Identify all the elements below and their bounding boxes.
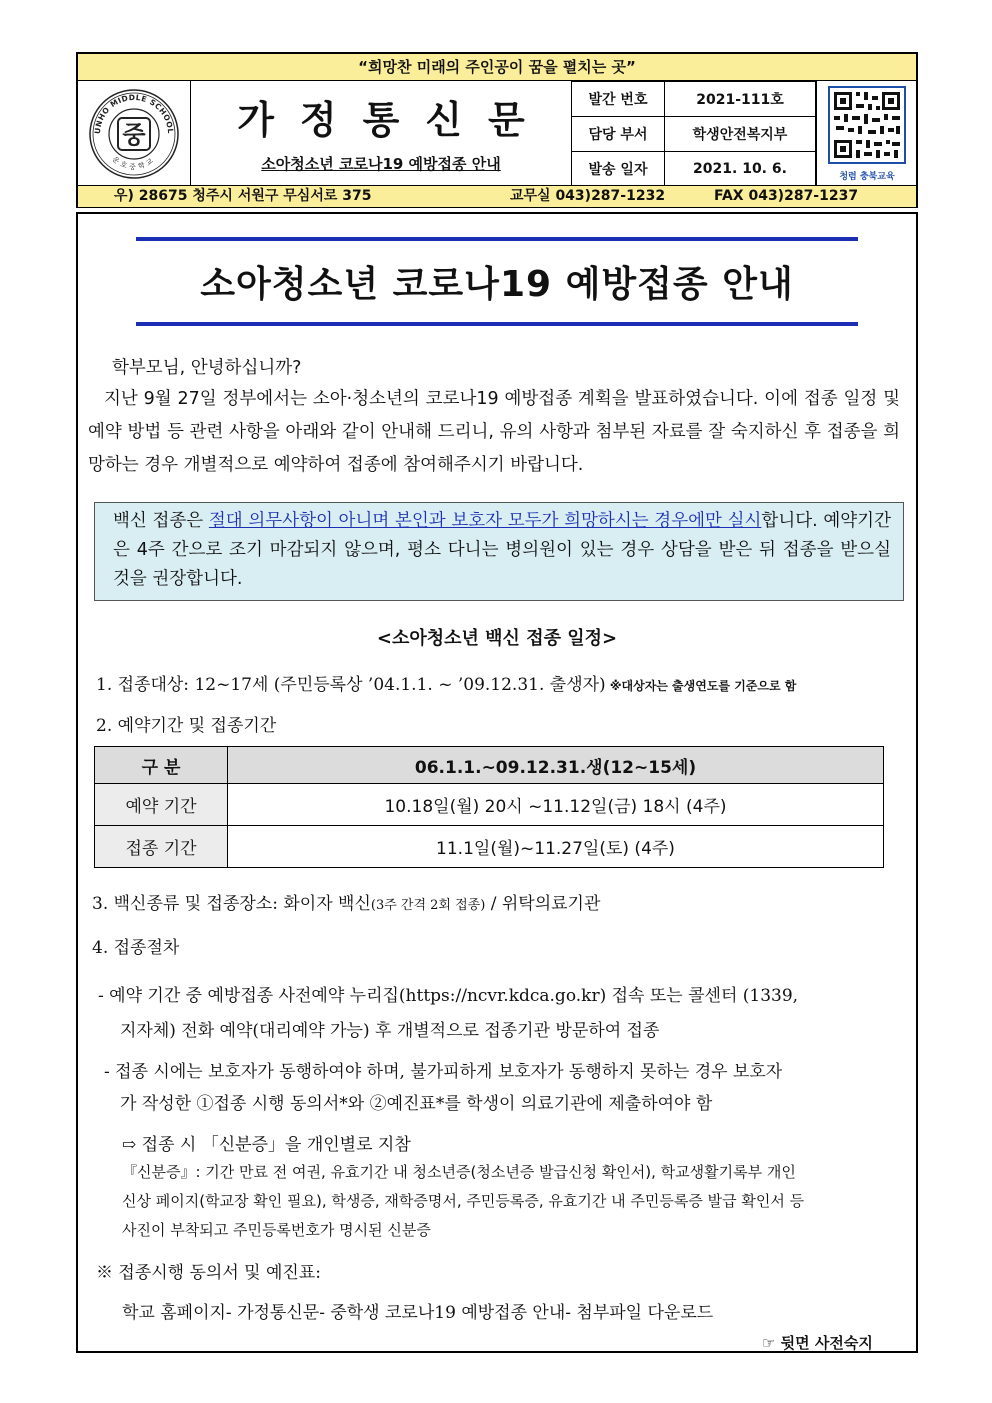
newsletter-subtitle: 소아청소년 코로나19 예방접종 안내 [261, 155, 501, 173]
schedule-table [94, 746, 884, 868]
info-value: 2021. 10. 6. [665, 152, 816, 187]
office-phone: 교무실 043)287-1232 [510, 188, 666, 204]
office-fax: FAX 043)287-1237 [714, 188, 859, 204]
info-row-department [572, 117, 816, 152]
info-label: 담당 부서 [572, 117, 665, 152]
logo-bottom-text: 운호중학교 [110, 155, 158, 171]
issue-info-table [571, 81, 816, 187]
id-heading: ⇨ 접종 시 「신분증」을 개인별로 지참 [122, 1135, 411, 1155]
school-logo [78, 81, 190, 185]
newsletter-title-cell [191, 81, 572, 185]
item-vaccine-place: / 위탁의료기관 [485, 894, 601, 914]
notice-box [94, 502, 904, 601]
document-title: 소아청소년 코로나19 예방접종 안내 [200, 264, 794, 305]
schedule-header-category: 구 분 [95, 747, 228, 784]
schedule-row-label: 접종 기간 [95, 826, 228, 868]
item-target-main: 1. 접종대상: 12~17세 (주민등록상 ’04.1.1. ~ ’09.12.31. 출생자) [96, 675, 606, 695]
id-note-line3: 사진이 부착되고 주민등록번호가 명시된 신분증 [122, 1221, 431, 1239]
contact-bar [78, 185, 916, 207]
schedule-row-reservation [95, 784, 884, 826]
title-rule-top [136, 237, 858, 241]
schedule-row-value: 11.1일(월)~11.27일(토) (4주) [228, 826, 884, 868]
school-address: 우) 28675 청주시 서원구 무심서로 375 [114, 188, 372, 204]
school-slogan: “희망찬 미래의 주인공이 꿈을 펼치는 곳” [78, 54, 916, 81]
id-note-line1: 『신분증』: 기간 만료 전 여권, 유효기간 내 청소년증(청소년증 발급신청 확인서), 학교생활기록부 개인 [122, 1163, 796, 1181]
schedule-row-value: 10.18일(월) 20시 ~11.12일(금) 18시 (4주) [228, 784, 884, 826]
newsletter-header [76, 52, 918, 208]
info-label: 발송 일자 [572, 152, 665, 187]
step-guardian-line1: - 접종 시에는 보호자가 동행하여야 하며, 불가피하게 보호자가 동행하지 못하는 경우 보호자 [104, 1062, 783, 1082]
qr-caption: 청렴 충북교육 [839, 172, 895, 182]
schedule-row-label: 예약 기간 [95, 784, 228, 826]
notice-text [113, 507, 891, 594]
info-value: 2021-111호 [665, 82, 816, 117]
title-rule-bottom [136, 322, 858, 326]
header-main-row [78, 81, 916, 185]
intro-paragraph: 지난 9월 27일 정부에서는 소아·청소년의 코로나19 예방접종 계획을 발표하였습니다. 이에 접종 일정 및 예약 방법 등 관련 사항을 아래와 같이 안내해 드리니, 유의 사항과 첨부된 자료를 잘 숙지하신 후 접종을 희망하는 경우 개별적으로 예약하여 접종에 참여해주시기 바랍니다. [88, 389, 900, 475]
step-reservation-line2: 지자체) 전화 예약(대리예약 가능) 후 개별적으로 접종기관 방문하여 접종 [120, 1021, 660, 1041]
schedule-header-group: 06.1.1.~09.12.31.생(12~15세) [228, 747, 884, 784]
item-vaccine-interval: (3주 간격 2회 접종) [370, 898, 486, 913]
consent-heading: ※ 접종시행 동의서 및 예진표: [96, 1263, 321, 1283]
schedule-title: <소아청소년 백신 접종 일정> [376, 628, 618, 649]
qr-cell [816, 81, 916, 185]
step-guardian-line2: 가 작성한 ①접종 시행 동의서*와 ②예진표*를 학생이 의료기관에 제출하여야 함 [120, 1094, 713, 1114]
qr-code-icon[interactable] [817, 81, 917, 169]
info-row-issue-number [572, 82, 816, 117]
svg-text:운호중학교 [111, 155, 158, 171]
newsletter-title: 가정통신문 [237, 97, 551, 142]
logo-ring-text: UNHO MIDDLE SCHOOL [92, 92, 176, 135]
info-label: 발간 번호 [572, 82, 665, 117]
greeting: 학부모님, 안녕하십니까? [112, 358, 302, 378]
item-target [96, 670, 796, 695]
info-value: 학생안전복지부 [665, 117, 816, 152]
notice-pre: 백신 접종은 [113, 511, 209, 531]
item-procedure: 4. 접종절차 [92, 938, 180, 958]
step-reservation-line1: - 예약 기간 중 예방접종 사전예약 누리집(https://ncvr.kdca.go.kr) 접속 또는 콜센터 (1339, [98, 986, 799, 1006]
item-vaccine-main: 3. 백신종류 및 접종장소: 화이자 백신 [92, 894, 371, 914]
item-target-note: ※대상자는 출생연도를 기준으로 함 [605, 679, 797, 693]
school-logo-cell [78, 81, 191, 185]
back-page-note: ☞ 뒷면 사전숙지 [762, 1334, 873, 1352]
item-period: 2. 예약기간 및 접종기간 [96, 716, 277, 736]
schedule-row-vaccination [95, 826, 884, 868]
logo-char: 중 [122, 121, 146, 149]
notice-post: 합니다. 예약기간은 4주 간으로 조기 마감되지 않으며, 평소 다니는 병의원이 있는 경우 상담을 받은 뒤 접종을 받으실 것을 권장합니다. [113, 511, 891, 589]
schedule-header-row [95, 747, 884, 784]
notice-highlight: 절대 의무사항이 아니며 본인과 보호자 모두가 희망하시는 경우에만 실시 [208, 511, 762, 531]
item-vaccine [92, 889, 600, 914]
consent-download-path: 학교 홈페이지- 가정통신문- 중학생 코로나19 예방접종 안내- 첨부파일 다운로드 [122, 1303, 714, 1323]
info-row-date [572, 152, 816, 187]
id-note-line2: 신상 페이지(학교장 확인 필요), 학생증, 재학증명서, 주민등록증, 유효기간 내 주민등록증 발급 확인서 등 [122, 1192, 805, 1210]
